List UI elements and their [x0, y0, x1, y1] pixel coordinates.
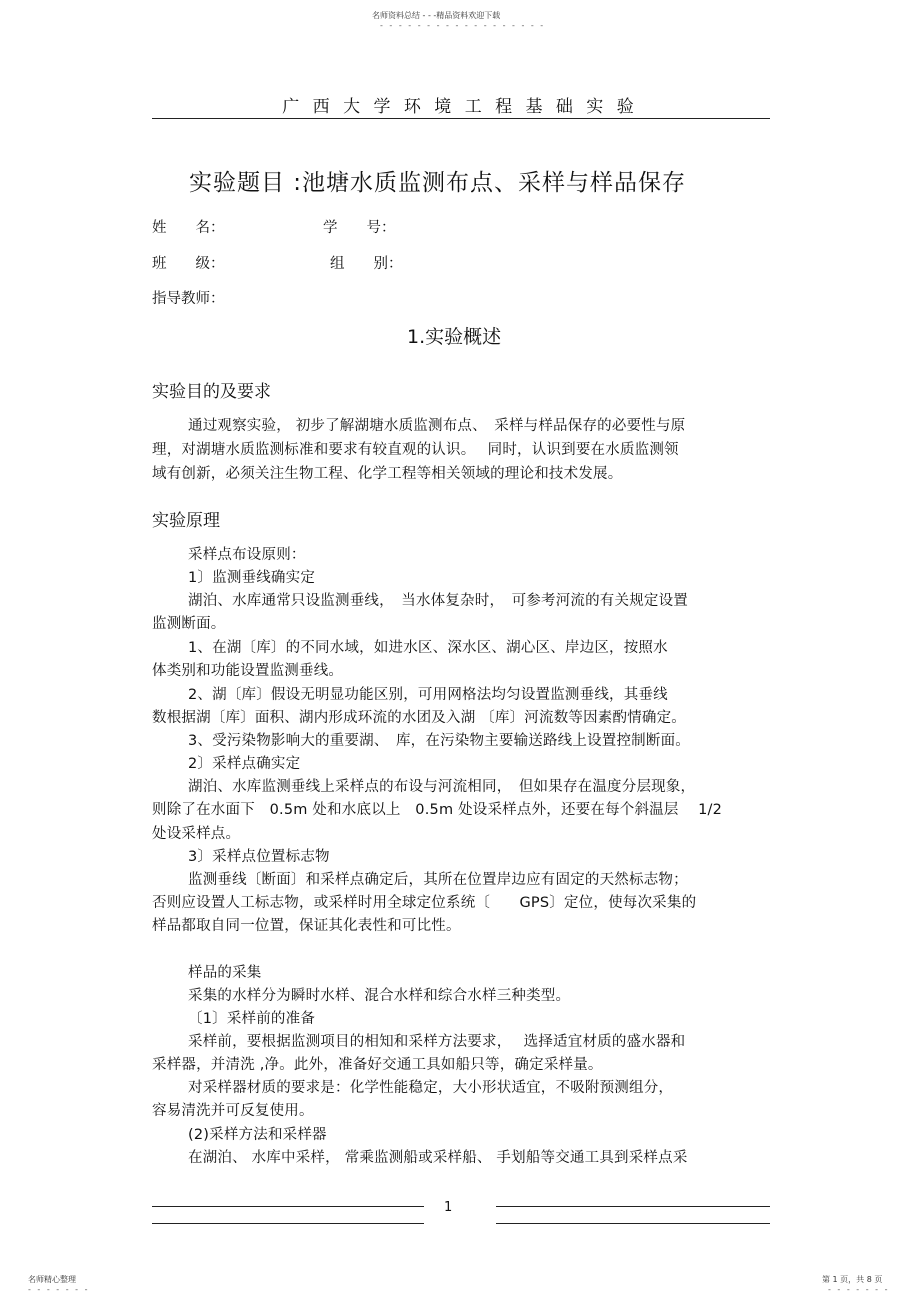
principle-line: 数根据湖〔库〕面积、湖内形成环流的水团及入湖 〔库〕河流数等因素酌情确定。 [152, 710, 687, 726]
footer-left-dots: - - - - - - - [28, 1285, 90, 1294]
footer-rule-left-bottom [152, 1223, 424, 1224]
university-title: 广 西 大 学 环 境 工 程 基 础 实 验 [282, 97, 638, 117]
principle-heading: 实验原理 [152, 511, 220, 531]
collection-line: 采集的水样分为瞬时水样、混合水样和综合水样三种类型。 [188, 988, 571, 1004]
class-field: 班 级： [152, 256, 225, 272]
principle-line: 3〕采样点位置标志物 [188, 849, 330, 865]
collection-line: 在湖泊、 水库中采样， 常乘监测船或采样船、 手划船等交通工具到采样点采 [188, 1150, 688, 1166]
footer-right-note: 第 1 页，共 8 页 [822, 1275, 883, 1284]
purpose-line: 域有创新，必须关注生物工程、化学工程等相关领域的理论和技术发展。 [152, 466, 623, 482]
collection-line: (2)采样方法和采样器 [188, 1127, 327, 1143]
principle-line: 采样点布设原则： [188, 547, 306, 563]
principle-line: 2〕采样点确实定 [188, 756, 301, 772]
principle-line: 湖泊、水库通常只设监测垂线， 当水体复杂时， 可参考河流的有关规定设置 [188, 593, 688, 609]
footer-left-note: 名师精心整理 [28, 1275, 76, 1284]
group-field: 组 别： [330, 256, 403, 272]
footer-right-dots: - - - - - - - [828, 1285, 890, 1294]
principle-line: 3、受污染物影响大的重要湖、 库，在污染物主要输送路线上设置控制断面。 [188, 733, 690, 749]
principle-line: 湖泊、水库监测垂线上采样点的布设与河流相同， 但如果存在温度分层现象， [188, 779, 696, 795]
principle-line: 样品都取自同一位置，保证其化表性和可比性。 [152, 918, 461, 934]
principle-line: 否则应设置人工标志物，或采样时用全球定位系统〔 GPS〕定位，使每次采集的 [152, 895, 697, 911]
teacher-field: 指导教师： [152, 291, 225, 307]
purpose-line: 通过观察实验， 初步了解湖塘水质监测布点、 采样与样品保存的必要性与原 [188, 418, 686, 434]
collection-line: 容易清洗并可反复使用。 [152, 1103, 314, 1119]
collection-line: 采样器，并清洗 ,净。此外，准备好交通工具如船只等，确定采样量。 [152, 1057, 603, 1073]
principle-line: 体类别和功能设置监测垂线。 [152, 663, 344, 679]
principle-line: 2、湖〔库〕假设无明显功能区别，可用网格法均匀设置监测垂线，其垂线 [188, 687, 668, 703]
principle-line: 监测断面。 [152, 616, 226, 632]
section-title: 1.实验概述 [407, 326, 502, 348]
experiment-title: 实验题目 :池塘水质监测布点、采样与样品保存 [189, 170, 687, 196]
principle-line: 监测垂线〔断面〕和采样点确定后，其所在位置岸边应有固定的天然标志物； [188, 872, 688, 888]
principle-line: 则除了在水面下 0.5m 处和水底以上 0.5m 处设采样点外，还要在每个斜温层 1/2 [152, 802, 723, 818]
top-dots: - - - - - - - - - - - - - - - - - - [380, 21, 546, 30]
collection-line: 对采样器材质的要求是：化学性能稳定，大小形状适宜，不吸附预测组分， [188, 1080, 674, 1096]
header-rule [152, 118, 770, 119]
principle-line: 处设采样点。 [152, 826, 241, 842]
footer-rule-right-top [496, 1206, 770, 1207]
top-note: 名师资料总结 - - -精品资料欢迎下载 [372, 11, 501, 20]
collection-line: 〔1〕采样前的准备 [188, 1011, 316, 1027]
purpose-line: 理，对湖塘水质监测标准和要求有较直观的认识。 同时，认识到要在水质监测领 [152, 442, 679, 458]
name-field: 姓 名： [152, 220, 225, 236]
collection-line: 采样前，要根据监测项目的相知和采样方法要求， 选择适宜材质的盛水器和 [188, 1034, 686, 1050]
collection-line: 样品的采集 [188, 965, 262, 981]
page-number: 1 [444, 1200, 453, 1215]
footer-rule-right-bottom [496, 1223, 770, 1224]
principle-line: 1、在湖〔库〕的不同水域，如进水区、深水区、湖心区、岸边区，按照水 [188, 640, 668, 656]
student-id-field: 学 号： [323, 220, 396, 236]
principle-line: 1〕监测垂线确实定 [188, 570, 316, 586]
footer-rule-left-top [152, 1206, 424, 1207]
purpose-heading: 实验目的及要求 [152, 382, 271, 402]
